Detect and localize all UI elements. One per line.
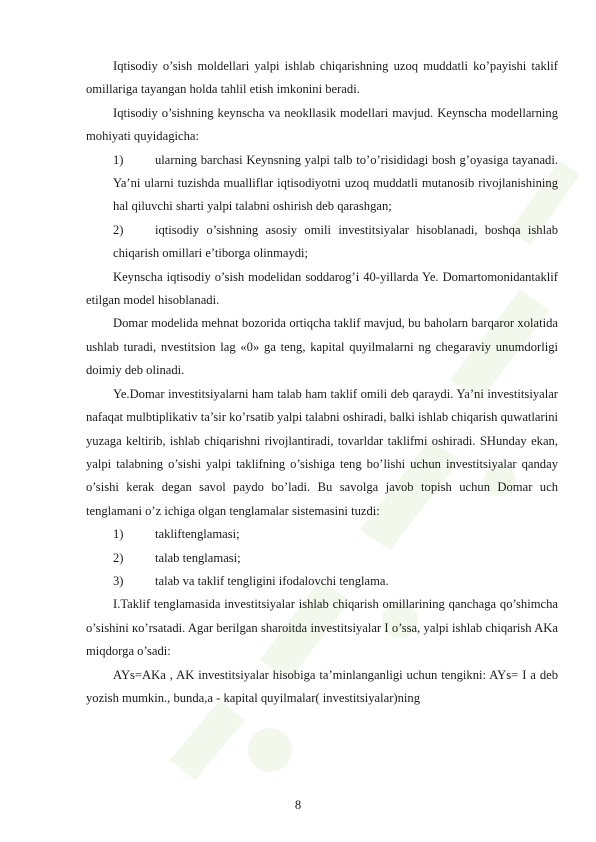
list-item (86, 149, 558, 219)
list-item (86, 547, 558, 570)
paragraph: Iqtisodiy o’sish moldellari yalpi ishlab chiqarishning uzoq muddatli ko’payishi taklif omillariga tayangan holda tahlil etish imkonini beradi. (86, 59, 558, 97)
list-text: talab va taklif tengligini ifodalovchi tenglama. (155, 573, 389, 588)
paragraph: I.Taklif tenglamasida investitsiyalar ishlab chiqarish omillarining qanchaga qo’shimcha o’sishini кo’rsatadi. Agar berilgan sharoitda investitsiyalar I o’ssa, yalpi ishlab chiqarish AKa miqdorga o’sadi: (86, 597, 558, 659)
list-text: iqtisodiy o’sishning asosiy omili investitsiyalar hisoblanadi, boshqa ishlab chiqarish omillari e’tiborga olinmaydi; (113, 222, 558, 261)
list-number: 2) (113, 550, 124, 565)
paragraph: AYs=AKa , AK investitsiyalar hisobiga ta’minlanganligi uchun tengikni: AYs= I a deb yozish mumkin., bunda,a - kapital quyilmalar( investitsiyalar)ning (86, 667, 558, 705)
paragraph: Domar modelida mehnat bozorida ortiqcha taklif mavjud, bu baholarn barqaror xolatida ushlab turadi, nvestitsion lag «0» ga teng, kapital quyilmalarni ng chegaraviy unumdorligi doimiy deb olinadi. (86, 316, 558, 378)
list-number: 1) (113, 152, 124, 167)
list-item (86, 570, 558, 593)
list-number: 1) (113, 527, 124, 542)
list-number: 2) (113, 222, 124, 237)
list-item (86, 219, 558, 266)
list-number: 3) (113, 573, 124, 588)
list-item (86, 523, 558, 546)
list-text: takliftenglamasi; (155, 527, 240, 542)
paragraph: Ye.Domar investitsiyalarni ham talab ham taklif omili deb qaraydi. Ya’ni investitsiyalar nafaqat mulbtiplikativ ta’sir ko’rsatib yalpi talabni oshiradi, balki ishlab chiqarish quwatlarini yuzaga keltirib, ishlab chiqarishni rivojlantiradi, tovarldar taklifmi oshiradi. SHunday ekan, yalpi talabning o’sishi yalpi taklifning o’sishiga teng bo’lishi uchun investitsiyalar qanday o’sishi kerak degan savol paydo bo’ladi. Bu savolga javob topish uchun Domar uch tenglamani o’z ichiga olgan tenglamalar sistemasini tuzdi: (86, 386, 558, 518)
page-number: 8 (294, 798, 302, 812)
list-text: talab tenglamasi; (155, 550, 241, 565)
document-body (86, 55, 558, 710)
list-text: ularning barchasi Keynsning yalpi talb to’o’risididagi bosh g’oyasiga tayanadi. Ya’ni ularni tuzishda mualliflar iqtisodiyotni uzoq muddatli mutanosib rivojlanishining hal qiluvchi sharti yalpi talabni oshirish deb qarashgan; (113, 152, 558, 214)
paragraph: Iqtisodiy o’sishning keynscha va neokllasik modellari mavjud. Keynscha modellarning mohiyati quyidagicha: (86, 105, 558, 144)
paragraph: Keynscha iqtisodiy o’sish modelidan soddarog’i 40-yillarda Ye. Domartomonidantaklif etilgan model hisoblanadi. (86, 269, 558, 308)
